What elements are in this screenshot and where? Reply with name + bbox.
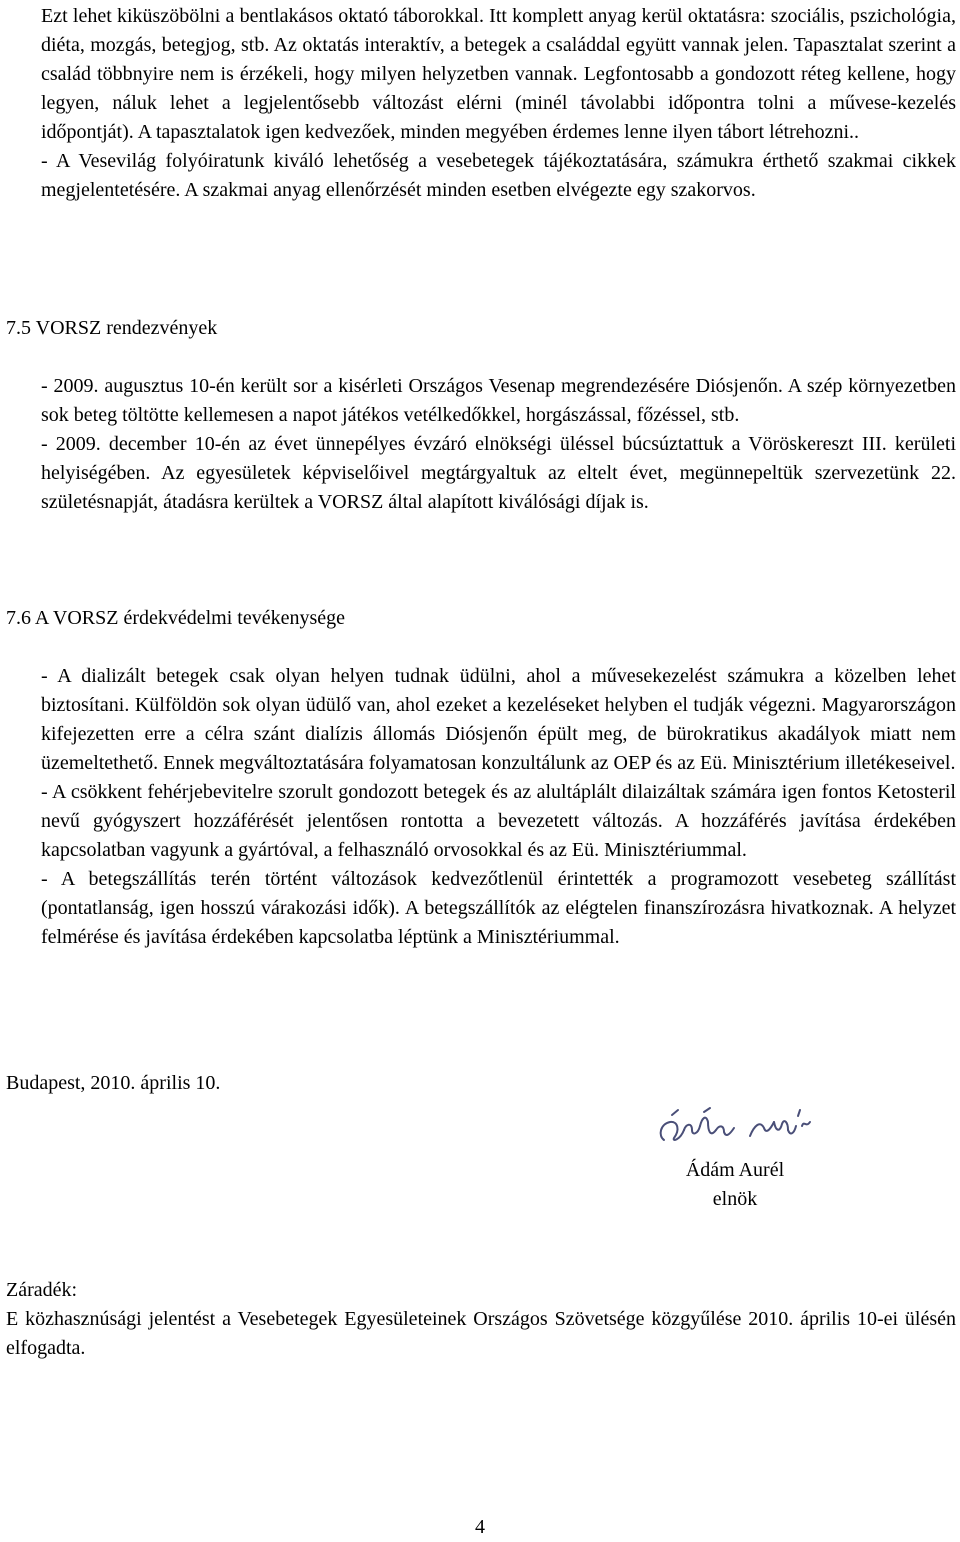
clause-label: Záradék: — [6, 1279, 78, 1301]
signatory-name: Ádám Aurél — [685, 1159, 785, 1181]
vesevilag-paragraph: - A Vesevilág folyóiratunk kiváló lehetőség a vesebetegek tájékoztatására, számukra érthető szakmai cikkek megjelentetésére. A szakmai anyag ellenőrzését minden esetben elvégezte egy szakorvos. — [41, 150, 956, 201]
signature-block — [600, 1100, 870, 1214]
section-7-6-body — [41, 662, 956, 952]
intro-paragraph: Ezt lehet kiküszöbölni a bentlakásos oktató táborokkal. Itt komplett anyag kerül oktatásra: szociális, pszichológia, diéta, mozgás, betegjog, stb. Az oktatás interaktív, a betegek a családdal együtt vannak jelen. Tapasztalat szerint a család többnyire nem is érzékeli, hogy milyen helyzetben vannak. Legfontosabb a gondozott réteg kellene, hogy legyen, náluk lehet a legjelentősebb változást elérni (minél távolabbi időpontra tolni a művese-kezelés időpontját). A tapasztalatok igen kedvezőek, minden megyében érdemes lenne ilyen tábort létrehozni.. — [41, 5, 956, 143]
ketosteril-paragraph: - A csökkent fehérjebevitelre szorult gondozott betegek és az alultáplált dilaizáltak számára igen fontos Ketosteril nevű gyógyszert hozzáférését jelentősen rontotta a bevezetett változás. A hozzáférés javítása érdekében kapcsolatban vagyunk a gyártóval, a felhasználó orvosokkal és az Eü. Minisztériummal. — [41, 781, 956, 861]
section-7-5-body — [41, 372, 956, 517]
evzaro-paragraph: - 2009. december 10-én az évet ünnepélyes évzáró elnökségi üléssel búcsúztattuk a Vöröskereszt III. kerületi helyiségében. Az egyesületek képviselőivel megtárgyaltuk az eltelt évet, megünnepeltük szervezetünk 22. születésnapját, átadásra kerültek a VORSZ által alapított kiválósági díjak is. — [41, 433, 956, 513]
intro-section — [41, 2, 956, 205]
section-7-6-heading: 7.6 A VORSZ érdekvédelmi tevékenysége — [6, 607, 346, 629]
section-7-5-heading: 7.5 VORSZ rendezvények — [6, 317, 218, 339]
page-number: 4 — [475, 1516, 485, 1538]
signatory-title: elnök — [712, 1188, 758, 1210]
dateline: Budapest, 2010. április 10. — [6, 1072, 221, 1094]
patient-transport-paragraph: - A betegszállítás terén történt változások kedvezőtlenül érintették a programozott vesebeteg szállítást (pontatlanság, igen hosszú várakozási idők). A betegszállítók az elégtelen finanszírozásra hivatkoznak. A helyzet felmérése és javítása érdekében kapcsolatba léptünk a Minisztériummal. — [41, 868, 956, 948]
handwritten-signature — [650, 1100, 820, 1156]
vesenap-paragraph: - 2009. augusztus 10-én került sor a kisérleti Országos Vesenap megrendezésére Diósjenőn. A szép környezetben sok beteg töltötte kellemesen a napot játékos vetélkedőkkel, horgászással, főzéssel, stb. — [41, 375, 956, 426]
clause-section — [6, 1276, 956, 1363]
clause-text: E közhasznúsági jelentést a Vesebetegek Egyesületeinek Országos Szövetsége közgyűlése 2010. április 10-ei ülésén elfogadta. — [6, 1308, 956, 1359]
dialysis-holiday-paragraph: - A dializált betegek csak olyan helyen tudnak üdülni, ahol a művesekezelést számukra a közelben lehet biztosítani. Külföldön sok olyan üdülő van, ahol ezeket a kezeléseket helyben el tudják végezni. Magyarországon kifejezetten erre a célra szánt dialízis állomás Diósjenőn épült meg, de bürokratikus akadályok miatt nem üzemeltethető. Ennek megváltoztatására folyamatosan konzultálunk az OEP és az Eü. Minisztérium illetékeseivel. — [41, 665, 956, 774]
